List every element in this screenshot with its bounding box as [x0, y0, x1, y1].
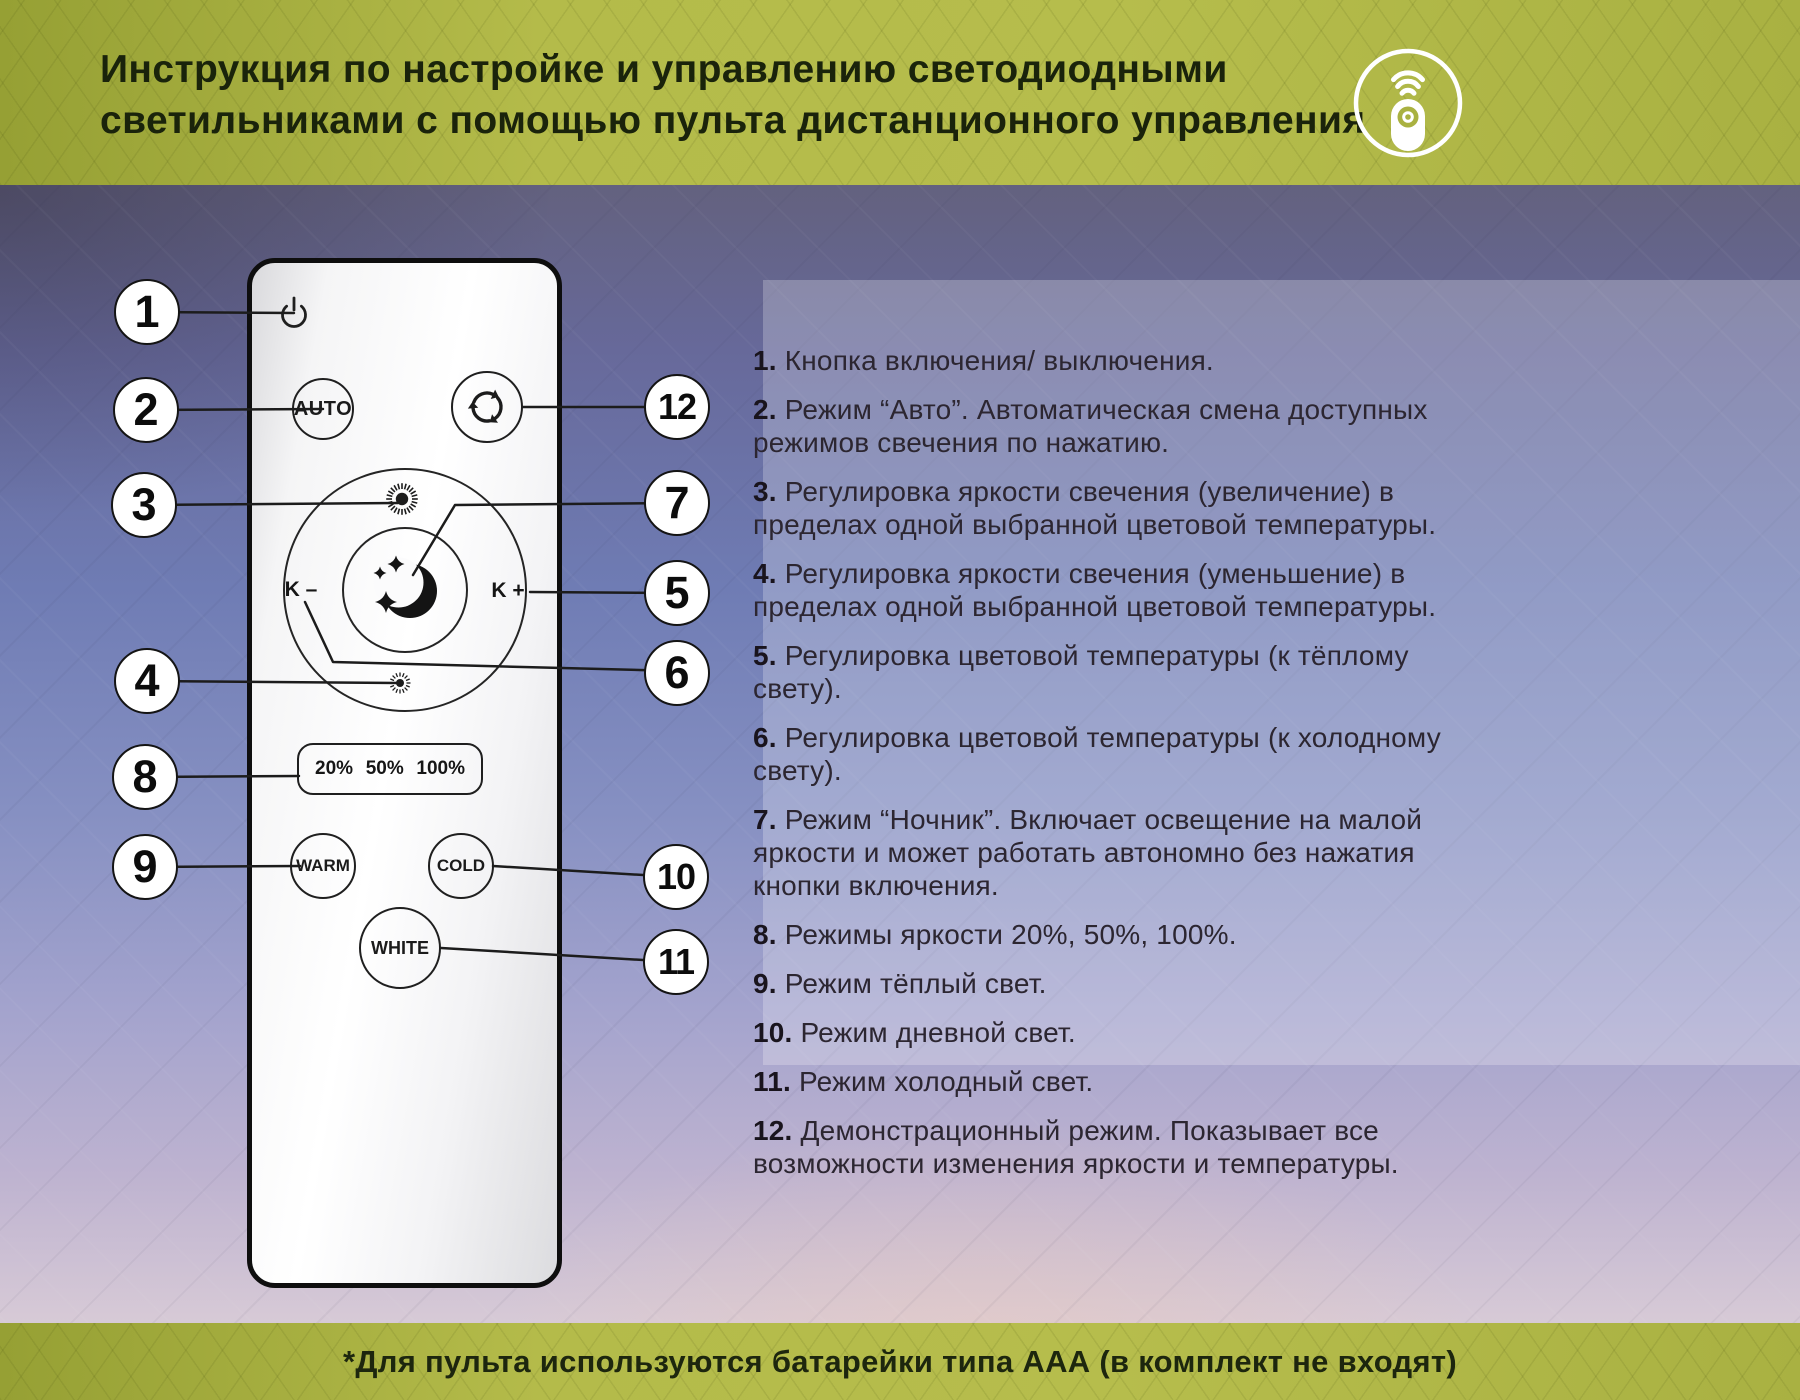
item-text: возможности изменения яркости и температуры.	[753, 1148, 1399, 1179]
item-text: яркости и может работать автономно без нажатия	[753, 837, 1415, 868]
title-line-2: светильниками с помощью пульта дистанционного управления	[100, 99, 1366, 142]
power-icon	[271, 290, 317, 336]
item-text: Регулировка цветовой температуры (к тёплому	[784, 640, 1409, 671]
description-item-5	[753, 639, 1533, 705]
item-text: свету).	[753, 755, 842, 786]
description-line	[753, 393, 1533, 426]
description-line	[753, 344, 1533, 377]
header-band	[0, 0, 1800, 185]
callout-10	[643, 844, 709, 910]
description-line	[753, 426, 1533, 459]
callout-number: 5	[664, 567, 690, 618]
callout-number: 2	[133, 384, 159, 435]
item-number: 6.	[753, 722, 777, 753]
description-item-8	[753, 918, 1533, 951]
item-text: свету).	[753, 673, 842, 704]
footer-band	[0, 1323, 1800, 1400]
brightness-down-icon	[385, 668, 415, 698]
callout-number: 1	[134, 286, 160, 337]
percent-label: 50%	[365, 758, 404, 779]
white-button	[359, 907, 441, 989]
description-line	[753, 721, 1533, 754]
callout-number: 10	[656, 856, 696, 897]
item-text: Демонстрационный режим. Показывает все	[800, 1115, 1379, 1146]
item-text: Кнопка включения/ выключения.	[784, 345, 1214, 376]
item-number: 1.	[753, 345, 777, 376]
description-line	[753, 918, 1533, 951]
callout-9	[112, 834, 178, 900]
callout-number: 4	[134, 655, 160, 706]
page-title	[100, 44, 1366, 146]
description-line	[753, 803, 1533, 836]
item-text: кнопки включения.	[753, 870, 999, 901]
item-text: Режим холодный свет.	[798, 1066, 1094, 1097]
item-number: 5.	[753, 640, 777, 671]
description-line	[753, 672, 1533, 705]
recycle-icon	[465, 385, 509, 429]
item-number: 12.	[753, 1115, 793, 1146]
callout-8	[112, 744, 178, 810]
percent-label: 100%	[416, 758, 465, 779]
item-text: Режим дневной свет.	[800, 1017, 1076, 1048]
callout-number: 6	[664, 647, 690, 698]
item-text: режимов свечения по нажатию.	[753, 427, 1170, 458]
description-line	[753, 1016, 1533, 1049]
callout-2	[113, 377, 179, 443]
description-item-2	[753, 393, 1533, 459]
demo-mode-button	[451, 371, 523, 443]
description-item-11	[753, 1065, 1533, 1098]
description-item-4	[753, 557, 1533, 623]
item-number: 3.	[753, 476, 777, 507]
k-plus-label: K +	[491, 579, 525, 602]
auto-label: AUTO	[293, 397, 353, 420]
item-number: 10.	[753, 1017, 793, 1048]
description-line	[753, 639, 1533, 672]
callout-number: 3	[131, 479, 157, 530]
night-mode-icon	[360, 547, 444, 631]
battery-note: *Для пульта используются батарейки типа ААА (в комплект не входят)	[342, 1343, 1458, 1379]
callout-1	[114, 279, 180, 345]
item-number: 2.	[753, 394, 777, 425]
brightness-presets-group	[297, 743, 483, 795]
callout-3	[111, 472, 177, 538]
description-line	[753, 475, 1533, 508]
callout-number: 7	[664, 477, 690, 528]
brightness-up-icon	[378, 475, 426, 523]
description-item-12	[753, 1114, 1533, 1180]
description-line	[753, 754, 1533, 787]
callout-4	[114, 648, 180, 714]
item-text: Регулировка яркости свечения (уменьшение) в	[784, 558, 1406, 589]
item-text: Регулировка яркости свечения (увеличение) в	[784, 476, 1395, 507]
item-text: Режимы яркости 20%, 50%, 100%.	[784, 919, 1237, 950]
callout-number: 12	[657, 386, 697, 427]
cold-label: COLD	[436, 856, 486, 875]
callout-7	[644, 470, 710, 536]
white-label: WHITE	[371, 937, 429, 958]
callout-6	[644, 640, 710, 706]
item-number: 11.	[753, 1066, 791, 1097]
description-item-9	[753, 967, 1533, 1000]
description-line	[753, 557, 1533, 590]
description-line	[753, 590, 1533, 623]
remote-signal-icon	[1352, 47, 1464, 159]
description-item-7	[753, 803, 1533, 902]
title-line-1: Инструкция по настройке и управлению светодиодными	[100, 48, 1228, 91]
item-number: 9.	[753, 968, 777, 999]
callout-number: 11	[657, 941, 695, 982]
description-line	[753, 1147, 1533, 1180]
percent-label: 20%	[315, 758, 354, 779]
description-line	[753, 869, 1533, 902]
item-number: 7.	[753, 804, 777, 835]
item-number: 8.	[753, 919, 777, 950]
callout-12	[644, 374, 710, 440]
description-item-10	[753, 1016, 1533, 1049]
description-line	[753, 1065, 1533, 1098]
callout-5	[644, 560, 710, 626]
item-text: Режим “Ночник”. Включает освещение на малой	[784, 804, 1423, 835]
callout-11	[643, 929, 709, 995]
description-line	[753, 836, 1533, 869]
warm-button	[290, 833, 356, 899]
description-line	[753, 508, 1533, 541]
k-minus-label: K –	[284, 578, 318, 601]
item-text: Режим тёплый свет.	[784, 968, 1047, 999]
callout-number: 9	[132, 841, 158, 892]
cold-button	[428, 833, 494, 899]
description-list	[753, 344, 1533, 1196]
auto-button	[292, 378, 354, 440]
item-number: 4.	[753, 558, 777, 589]
item-text: Режим “Авто”. Автоматическая смена доступных	[784, 394, 1428, 425]
callout-number: 8	[132, 751, 158, 802]
warm-label: WARM	[296, 856, 350, 875]
description-item-6	[753, 721, 1533, 787]
description-line	[753, 1114, 1533, 1147]
description-item-1	[753, 344, 1533, 377]
description-item-3	[753, 475, 1533, 541]
item-text: пределах одной выбранной цветовой температуры.	[753, 591, 1437, 622]
description-line	[753, 967, 1533, 1000]
item-text: пределах одной выбранной цветовой температуры.	[753, 509, 1437, 540]
item-text: Регулировка цветовой температуры (к холодному	[784, 722, 1441, 753]
